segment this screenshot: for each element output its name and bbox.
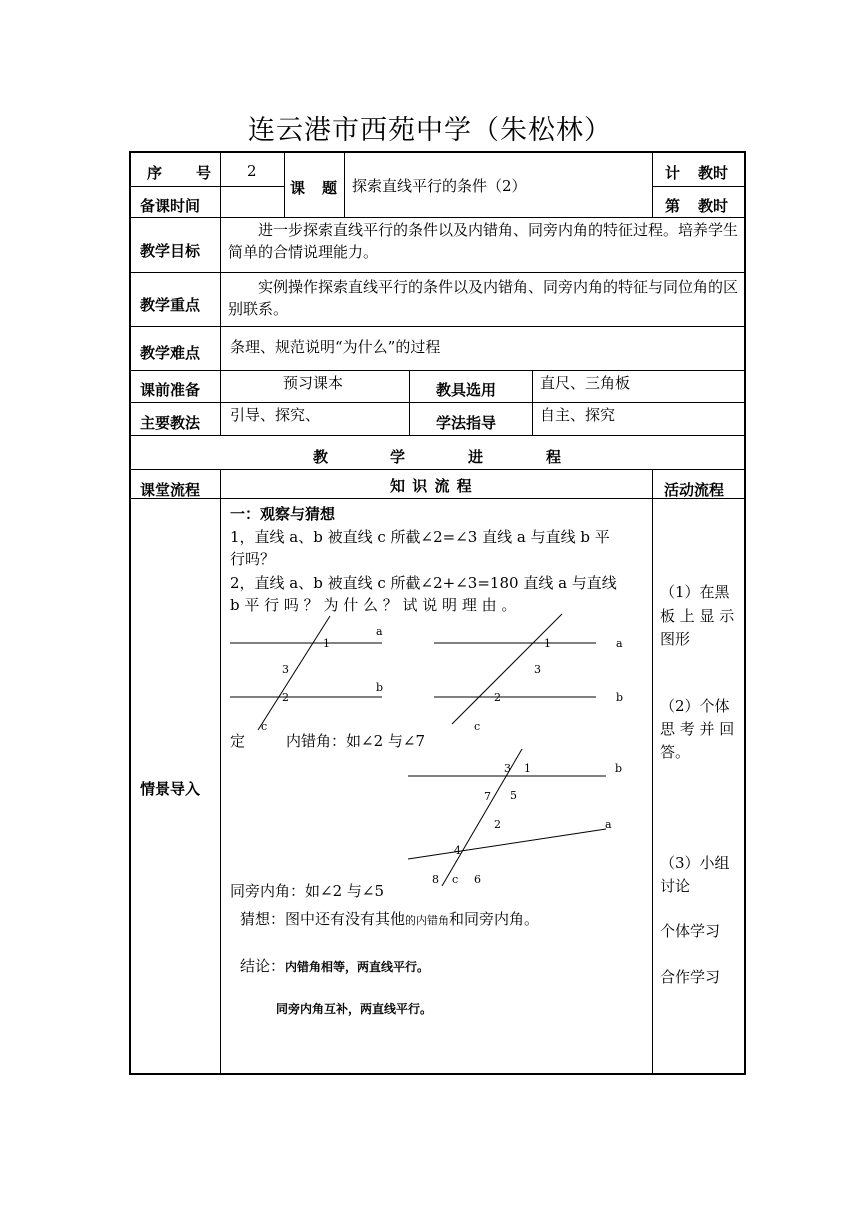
activity-5: 合作学习: [660, 968, 721, 986]
process-heading-4: 程: [546, 448, 562, 466]
activity-4: 个体学习: [660, 922, 721, 940]
process-heading-1: 教: [313, 448, 329, 466]
conclusion-label: 结论：: [240, 957, 286, 975]
guess-suffix: 和同旁内角。: [449, 910, 540, 928]
topic-label-2: 题: [322, 179, 338, 197]
prep-label: 课前准备: [140, 381, 201, 399]
figure-2: [430, 612, 630, 737]
section-label: 情景导入: [140, 780, 201, 798]
guess-prefix: 猜想：图中还有没有其他: [240, 910, 406, 928]
activity-2-line-3: 答。: [660, 743, 691, 761]
process-heading-2: 学: [390, 448, 406, 466]
seq-label: 序: [147, 164, 163, 182]
seq-label-2: 号: [196, 164, 212, 182]
conclusion-line: [240, 955, 429, 978]
def-prefix: 定: [230, 732, 246, 750]
activity-1-line-1: （1）在黑: [660, 583, 730, 601]
nth-label-2: 教时: [698, 197, 729, 215]
fig1-label-a: a: [376, 625, 383, 638]
focus-text: 实例操作探索直线平行的条件以及内错角、同旁内角的特征与同位角的区别联系。: [228, 278, 739, 318]
activity-2-line-2: 思 考 并 回: [660, 720, 735, 738]
fig3-angle-3: 3: [504, 762, 511, 775]
guess-line: [240, 908, 539, 932]
fig3-angle-2: 2: [494, 818, 501, 831]
goal-label: 教学目标: [140, 242, 201, 260]
fig1-label-c: c: [261, 720, 268, 733]
process-heading-3: 进: [468, 448, 484, 466]
fig3-label-b: b: [615, 762, 623, 775]
fig2-label-c: c: [474, 720, 481, 733]
activity-label: 活动流程: [664, 481, 725, 499]
figure-3: [400, 745, 630, 890]
study-label: 学法指导: [436, 414, 497, 432]
plan-label: 计: [665, 164, 681, 182]
tools-text: 直尺、三角板: [540, 374, 631, 392]
fig3-angle-5: 5: [510, 789, 517, 802]
activity-1-line-3: 图形: [660, 630, 691, 648]
q2-line-1: 2，直线 a、b 被直线 c 所截∠2+∠3=180 直线 a 与直线: [230, 574, 617, 592]
figure-1: [226, 612, 396, 737]
q1-line-2: 行吗？: [230, 550, 276, 568]
plan-label-2: 教时: [698, 164, 729, 182]
fig1-angle-1: 1: [323, 637, 330, 650]
activity-3-line-1: （3）小组: [660, 854, 730, 872]
conclusion-2: 同旁内角互补，两直线平行。: [276, 1002, 433, 1016]
topic-label: 课: [290, 179, 306, 197]
fig1-angle-3: 3: [282, 663, 289, 676]
fig2-label-a: a: [616, 637, 623, 650]
activity-3-line-2: 讨论: [660, 877, 691, 895]
method-text: 引导、探究、: [230, 406, 321, 424]
fig3-angle-6: 6: [474, 873, 481, 886]
fig1-label-b: b: [376, 681, 384, 694]
prep-time-label: 备课时间: [140, 197, 201, 215]
conclusion-1: 内错角相等，两直线平行。: [285, 960, 430, 974]
guess-small: 的内错角: [405, 914, 450, 927]
fig1-angle-2: 2: [282, 691, 289, 704]
page-title: 连云港市西苑中学（朱松林）: [248, 115, 612, 146]
content-heading: 一：观察与猜想: [230, 505, 336, 523]
q2-line-2: b 平 行 吗 ？ 为 什 么 ？ 试 说 明 理 由 。: [230, 596, 517, 614]
tools-label: 教具选用: [436, 381, 497, 399]
fig3-angle-1: 1: [524, 762, 531, 775]
flow-label: 课堂流程: [140, 481, 201, 499]
def-text: 内错角：如∠2 与∠7: [286, 732, 425, 750]
topic-value: 探索直线平行的条件（2）: [352, 177, 527, 195]
fig3-angle-8: 8: [432, 873, 439, 886]
fig2-label-b: b: [616, 691, 624, 704]
q1-line-1: 1，直线 a、b 被直线 c 所截∠2=∠3 直线 a 与直线 b 平: [230, 528, 610, 546]
study-text: 自主、探究: [540, 406, 616, 424]
fig3-angle-7: 7: [484, 790, 491, 803]
activity-2-line-1: （2）个体: [660, 697, 730, 715]
fig3-angle-4: 4: [454, 844, 461, 857]
same-side-text: 同旁内角：如∠2 与∠5: [230, 882, 384, 900]
seq-value: 2: [247, 162, 257, 180]
fig3-label-a: a: [605, 818, 612, 831]
prep-text: 预习课本: [283, 374, 344, 392]
focus-label: 教学重点: [140, 296, 201, 314]
method-label: 主要教法: [140, 414, 201, 432]
knowledge-label: 知 识 流 程: [390, 477, 473, 495]
difficulty-text: 条理、规范说明“为什么”的过程: [230, 338, 441, 356]
activity-1-line-2: 板 上 显 示: [660, 607, 735, 625]
fig3-label-c: c: [452, 873, 459, 886]
fig2-angle-3: 3: [534, 663, 541, 676]
goal-text: 进一步探索直线平行的条件以及内错角、同旁内角的特征过程。培养学生简单的合情说理能力。: [228, 221, 739, 261]
nth-label: 第: [665, 197, 681, 215]
fig2-angle-1: 1: [544, 637, 551, 650]
fig2-angle-2: 2: [494, 691, 501, 704]
difficulty-label: 教学难点: [140, 344, 201, 362]
